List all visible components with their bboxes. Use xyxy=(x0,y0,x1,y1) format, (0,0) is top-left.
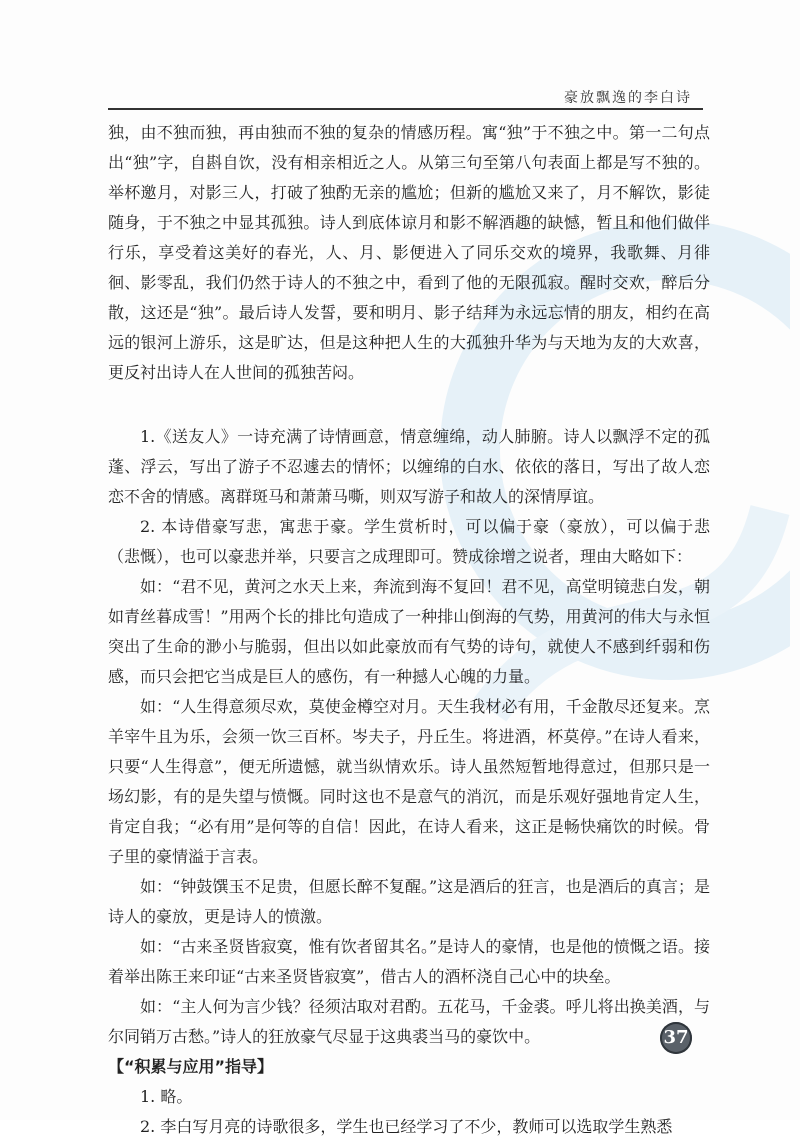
body-paragraph-5: 如：“人生得意须尽欢，莫使金樽空对月。天生我材必有用，千金散尽还复来。烹羊宰牛且为乐，会须一饮三百杯。岑夫子，丹丘生。将进酒，杯莫停。”在诗人看来，只要“人生得意”，便无所遗憾，就当纵情欢乐。诗人虽然短暂地得意过，但那只是一场幻影，有的是失望与愤慨。同时这也不是意气的消沉，而是乐观好强地肯定人生，肯定自我；“必有用”是何等的自信！因此，在诗人看来，这正是畅快痛饮的时候。骨子里的豪情溢于言表。 xyxy=(108,697,710,866)
body-paragraph-6: 如：“钟鼓馔玉不足贵，但愿长醉不复醒。”这是酒后的狂言，也是酒后的真言；是诗人的豪放，更是诗人的愤激。 xyxy=(108,877,710,926)
header-divider xyxy=(108,108,703,110)
body-paragraph-4: 如：“君不见，黄河之水天上来，奔流到海不复回！君不见，高堂明镜悲白发，朝如青丝暮成雪！”用两个长的排比句造成了一种排山倒海的气势，用黄河的伟大与永恒突出了生命的渺小与脆弱，但出以如此豪放而有气势的诗句，就使人不感到纤弱和伤感，而只会把它当成是巨人的感伤，有一种撼人心魄的力量。 xyxy=(108,577,710,686)
body-paragraph-8: 如：“主人何为言少钱？径须沽取对君酌。五花马，千金裘。呼儿将出换美酒，与尔同销万古愁。”诗人的狂放豪气尽显于这典裘当马的豪饮中。 xyxy=(108,997,710,1046)
page-number-badge: 37 xyxy=(660,1022,692,1054)
body-paragraph-2: 1.《送友人》一诗充满了诗情画意，情意缠绵，动人肺腑。诗人以飘浮不定的孤蓬、浮云，写出了游子不忍遽去的情怀；以缠绵的白水、依依的落日，写出了故人恋恋不舍的情感。离群斑马和萧萧马嘶，则双写游子和故人的深情厚谊。 xyxy=(108,427,710,506)
body-paragraph-7: 如：“古来圣贤皆寂寞，惟有饮者留其名。”是诗人的豪情，也是他的愤慨之语。接着举出陈王来印证“古来圣贤皆寂寞”，借古人的酒杯浇自己心中的块垒。 xyxy=(108,937,710,986)
section-heading: 【“积累与应用”指导】 xyxy=(108,1057,274,1076)
body-paragraph-9: 1. 略。 xyxy=(140,1087,193,1106)
running-header-title: 豪放飘逸的李白诗 xyxy=(564,90,692,106)
body-paragraph-10: 2. 李白写月亮的诗歌很多，学生也已经学习了不少，教师可以选取学生熟悉 xyxy=(140,1117,673,1136)
section-gap xyxy=(108,388,710,422)
body-paragraph-1: 独，由不独而独，再由独而不独的复杂的情感历程。寓“独”于不独之中。第一二句点出“独”字，自斟自饮，没有相亲相近之人。从第三句至第八句表面上都是写不独的。举杯邀月，对影三人，打破了独酌无亲的尴尬；但新的尴尬又来了，月不解饮，影徒随身，于不独之中显其孤独。诗人到底体谅月和影不解酒趣的缺憾，暂且和他们做伴行乐，享受着这美好的春光，人、月、影便进入了同乐交欢的境界，我歌舞、月徘徊、影零乱，我们仍然于诗人的不独之中，看到了他的无限孤寂。醒时交欢，醉后分散，这还是“独”。最后诗人发誓，要和明月、影子结拜为永远忘情的朋友，相约在高远的银河上游乐，这是旷达，但是这种把人生的大孤独升华为与天地为友的大欢喜，更反衬出诗人在人世间的孤独苦闷。 xyxy=(108,123,710,382)
body-paragraph-3: 2. 本诗借豪写悲，寓悲于豪。学生赏析时，可以偏于豪（豪放），可以偏于悲（悲慨），也可以豪悲并举，只要言之成理即可。赞成徐增之说者，理由大略如下： xyxy=(108,517,710,566)
page-body xyxy=(108,118,710,1142)
